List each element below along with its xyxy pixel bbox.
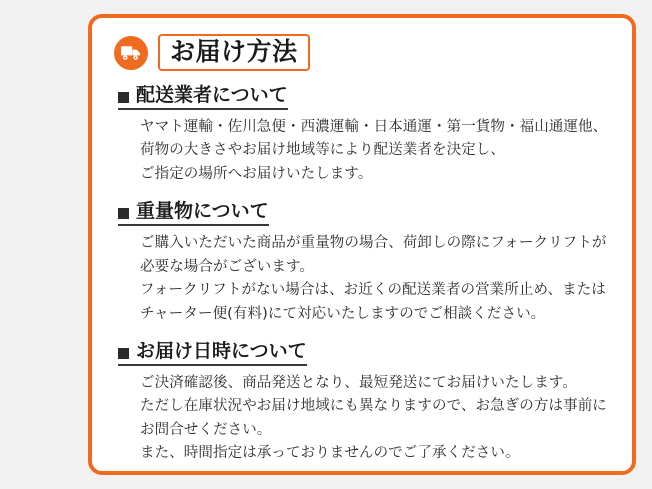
section-body — [140, 372, 610, 466]
card-header — [114, 34, 610, 71]
section-body — [140, 232, 610, 326]
section-heading — [118, 341, 307, 366]
body-line: チャーター便(有料)にて対応いたしますのでご相談ください。 — [140, 305, 546, 322]
body-line: 荷物の大きさやお届け地域等により配送業者を決定し、 — [140, 142, 505, 159]
section-shipping-carriers — [114, 85, 610, 186]
body-line: 必要な場合がございます。 — [140, 258, 315, 275]
delivery-truck-icon — [114, 36, 148, 70]
section-heading — [118, 201, 269, 226]
body-line: フォークリフトがない場合は、お近くの配送業者の営業所止め、または — [140, 282, 606, 299]
filled-square-bullet-icon — [118, 348, 129, 359]
page-title: お届け方法 — [170, 37, 298, 66]
filled-square-bullet-icon — [118, 92, 129, 103]
section-body — [140, 116, 610, 186]
section-heavy-items — [114, 201, 610, 326]
section-delivery-datetime — [114, 341, 610, 466]
shipping-info-card — [88, 14, 636, 475]
section-heading — [118, 85, 288, 110]
body-line: ヤマト運輸・佐川急便・西濃運輸・日本通運・第一貨物・福山通運他、 — [140, 118, 608, 135]
body-line: ご購入いただいた商品が重量物の場合、荷卸しの際にフォークリフトが — [140, 235, 607, 252]
body-line: ご指定の場所へお届けいたします。 — [140, 165, 373, 182]
body-line: お問合せください。 — [140, 421, 272, 438]
body-line: また、時間指定は承っておりませんのでご了承ください。 — [140, 445, 520, 462]
section-title: お届け日時について — [136, 340, 307, 363]
body-line: ただし在庫状況やお届け地域にも異なりますので、お急ぎの方は事前に — [140, 398, 607, 415]
section-title: 重量物について — [136, 200, 269, 223]
filled-square-bullet-icon — [118, 208, 129, 219]
page-title-box — [158, 34, 310, 71]
body-line: ご決済確認後、商品発送となり、最短発送にてお届けいたします。 — [140, 374, 577, 391]
section-title: 配送業者について — [136, 84, 288, 106]
